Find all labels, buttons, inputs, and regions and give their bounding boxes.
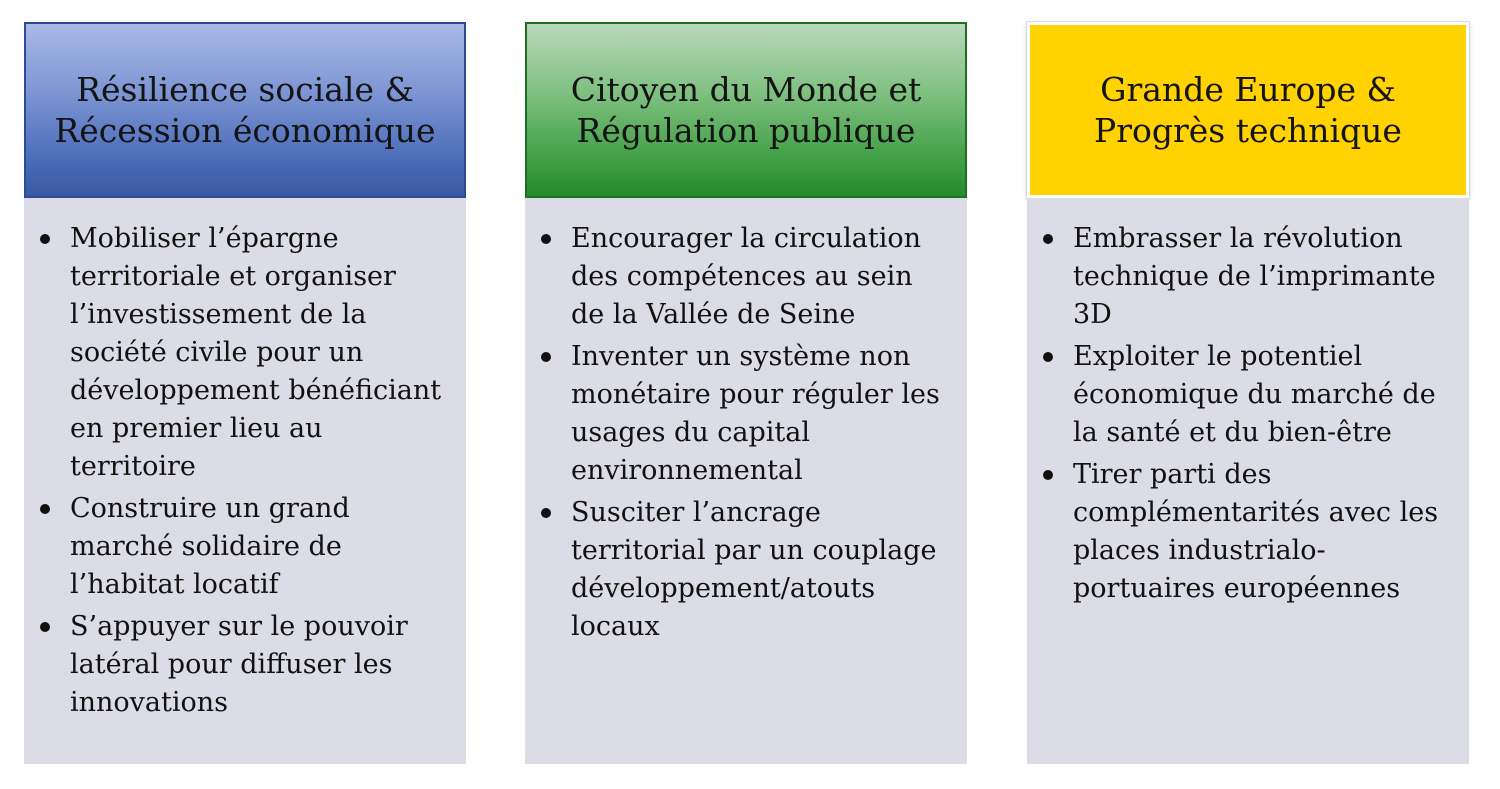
list-item <box>1073 338 1455 452</box>
column-title-line-2: Récession économique <box>54 111 436 150</box>
bullet-icon <box>541 352 551 362</box>
list-item <box>571 338 953 490</box>
column-title-line-1: Résilience sociale & <box>76 70 414 109</box>
bullet-icon <box>541 234 551 244</box>
column-body <box>525 198 967 764</box>
list-item-text: Exploiter le potentiel économique du marché de la santé et du bien-être <box>1073 341 1436 448</box>
bullet-list <box>1073 220 1455 608</box>
list-item <box>1073 456 1455 608</box>
column-title <box>1084 69 1412 151</box>
column-title <box>561 69 932 151</box>
scenario-column-social-resilience <box>24 22 466 764</box>
list-item-text: S’appuyer sur le pouvoir latéral pour diffuser les innovations <box>70 611 408 718</box>
list-item <box>571 494 953 646</box>
list-item <box>1073 220 1455 334</box>
column-title-line-2: Progrès technique <box>1094 111 1402 150</box>
column-title <box>44 69 445 151</box>
list-item <box>70 220 452 486</box>
bullet-icon <box>1043 352 1053 362</box>
bullet-icon <box>1043 234 1053 244</box>
column-title-line-2: Régulation publique <box>576 111 916 150</box>
column-header <box>1027 22 1469 198</box>
list-item-text: Susciter l’ancrage territorial par un couplage développement/atouts locaux <box>571 497 937 642</box>
column-header <box>525 22 967 198</box>
list-item-text: Embrasser la révolution technique de l’imprimante 3D <box>1073 223 1436 330</box>
list-item <box>70 608 452 722</box>
list-item-text: Tirer parti des complémentarités avec les places industrialo-portuaires européennes <box>1073 459 1439 604</box>
bullet-icon <box>541 508 551 518</box>
bullet-list <box>70 220 452 722</box>
bullet-list <box>571 220 953 646</box>
scenario-column-world-citizen <box>525 22 967 764</box>
list-item <box>70 490 452 604</box>
list-item-text: Encourager la circulation des compétences au sein de la Vallée de Seine <box>571 223 921 330</box>
list-item <box>571 220 953 334</box>
bullet-icon <box>40 234 50 244</box>
list-item-text: Inventer un système non monétaire pour réguler les usages du capital environnemental <box>571 341 940 486</box>
list-item-text: Mobiliser l’épargne territoriale et organiser l’investissement de la société civile pour un développement bénéficiant en premier lieu au territoire <box>70 223 442 482</box>
column-header <box>24 22 466 198</box>
column-title-line-1: Citoyen du Monde et <box>570 70 922 109</box>
bullet-icon <box>40 622 50 632</box>
bullet-icon <box>1043 470 1053 480</box>
column-body <box>1027 198 1469 764</box>
bullet-icon <box>40 504 50 514</box>
column-title-line-1: Grande Europe & <box>1100 70 1396 109</box>
list-item-text: Construire un grand marché solidaire de l’habitat locatif <box>70 493 350 600</box>
scenario-column-greater-europe <box>1027 22 1469 764</box>
column-body <box>24 198 466 764</box>
